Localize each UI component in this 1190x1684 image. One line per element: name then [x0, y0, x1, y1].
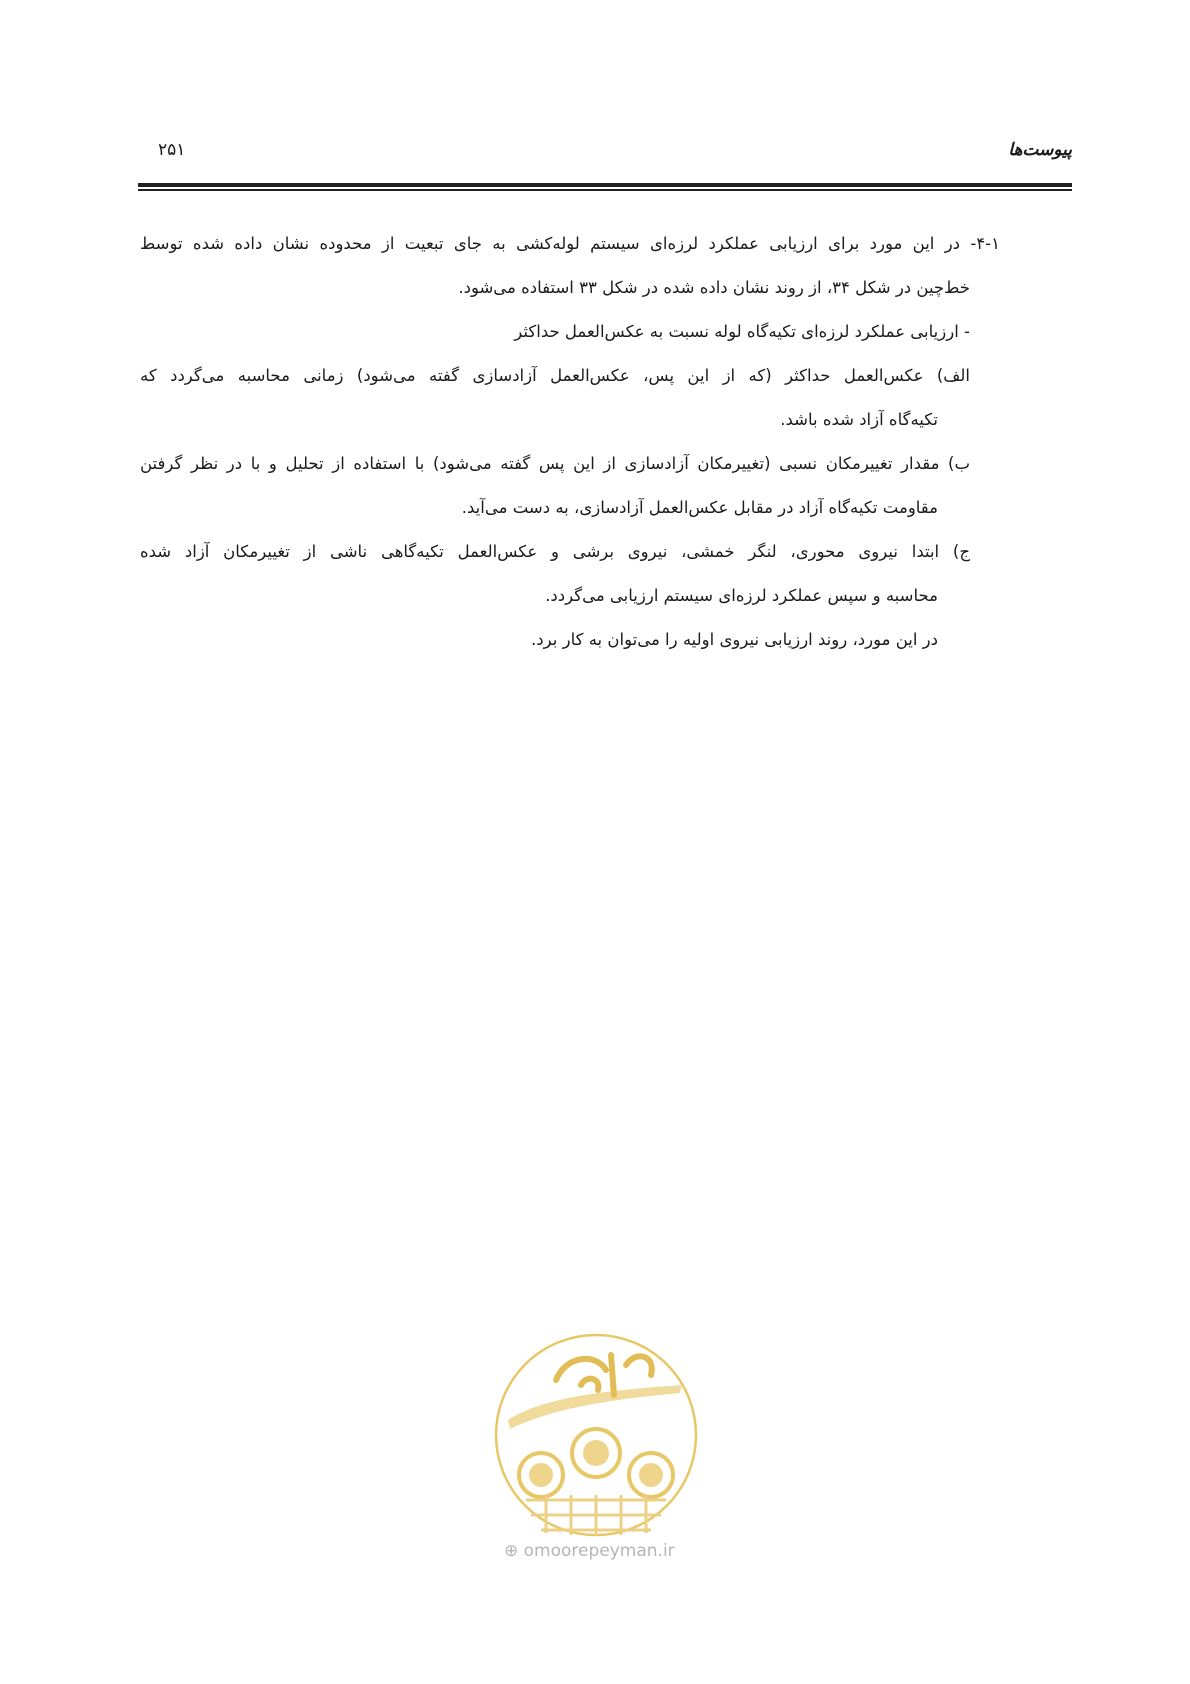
item-b-line-1: ب) مقدار تغییرمکان نسبی (تغییرمکان آزادسازی از این پس گفته می‌شود) با استفاده از تحلیل و با در نظر گرفتن [140, 454, 970, 473]
watermark-url [504, 1541, 704, 1561]
paragraph-4-1-line-2: خط‌چین در شکل ۳۴، از روند نشان داده شده در شکل ۳۳ استفاده می‌شود. [458, 278, 970, 297]
paragraph-4-1 [140, 222, 1000, 266]
watermark-logo [486, 1325, 706, 1561]
item-a-line-2: تکیه‌گاه آزاد شده باشد. [780, 410, 938, 429]
subheading-support-evaluation [140, 310, 1000, 354]
paragraph-4-1-line-1: ۴-۱- در این مورد برای ارزیابی عملکرد لرزه‌ای سیستم لوله‌کشی به جای تبعیت از محدوده نشان داده شده توسط [140, 234, 1000, 253]
item-c-line-2: محاسبه و سپس عملکرد لرزه‌ای سیستم ارزیابی می‌گردد. [545, 586, 938, 605]
item-c-continuation [140, 574, 1000, 618]
item-b-line-2: مقاومت تکیه‌گاه آزاد در مقابل عکس‌العمل آزادسازی، به دست می‌آید. [461, 498, 938, 517]
item-a [140, 354, 1000, 398]
header-rule-thin [138, 189, 1072, 191]
header-rule-thick [138, 183, 1072, 187]
item-a-continuation [140, 398, 1000, 442]
body-text [140, 222, 1000, 662]
closing-paragraph [140, 618, 1000, 662]
item-c [140, 530, 1000, 574]
item-c-line-1: ج) ابتدا نیروی محوری، لنگر خمشی، نیروی برشی و عکس‌العمل تکیه‌گاهی ناشی از تغییرمکان آزاد شده [140, 542, 970, 561]
page-header [138, 140, 1072, 170]
item-b [140, 442, 1000, 486]
paragraph-4-1-continuation [140, 266, 1000, 310]
watermark-globe-icon: ⊕ [504, 1541, 519, 1561]
running-title: پیوست‌ها [1008, 140, 1072, 160]
item-a-line-1: الف) عکس‌العمل حداکثر (که از این پس، عکس‌العمل آزادسازی گفته می‌شود) زمانی محاسبه می‌گردد که [140, 366, 970, 385]
subheading-text: - ارزیابی عملکرد لرزه‌ای تکیه‌گاه لوله نسبت به عکس‌العمل حداکثر [514, 322, 970, 341]
item-b-continuation [140, 486, 1000, 530]
page-number: ۲۵۱ [158, 140, 186, 160]
watermark-url-text: omoorepeyman.ir [523, 1541, 675, 1561]
closing-text: در این مورد، روند ارزیابی نیروی اولیه را می‌توان به کار برد. [531, 630, 938, 649]
